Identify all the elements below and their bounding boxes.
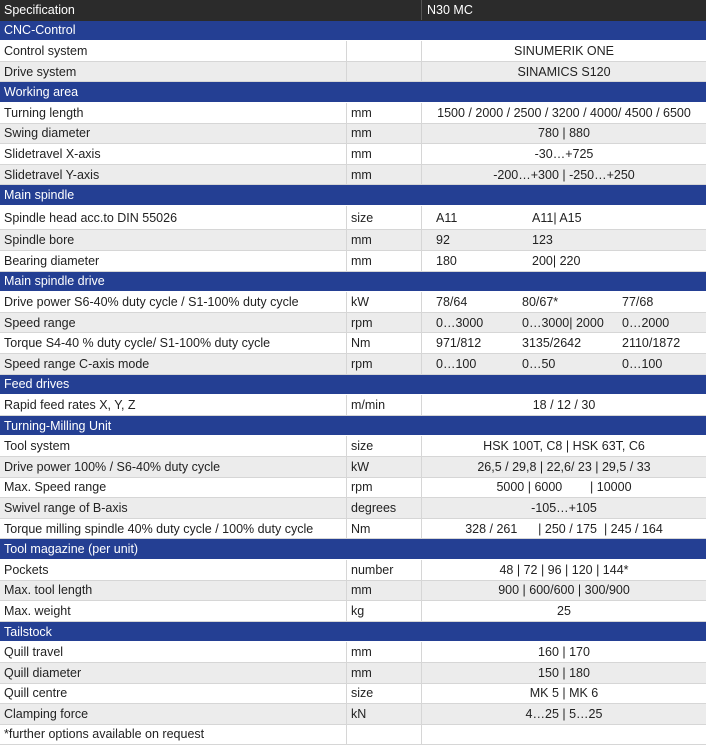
spec-label: Drive power S6-40% duty cycle / S1-100% duty cycle <box>4 295 299 310</box>
footnote: *further options available on request <box>4 727 205 742</box>
spec-unit: kW <box>346 292 421 312</box>
spec-value: 78/64 <box>436 295 468 310</box>
spec-label: Speed range <box>4 315 76 330</box>
spec-value: 48 | 72 | 96 | 120 | 144* <box>421 560 706 580</box>
section-title: Working area <box>4 85 79 100</box>
section-title: CNC-Control <box>4 23 76 38</box>
spec-label: Quill centre <box>4 686 68 701</box>
spec-label: Spindle bore <box>4 233 75 248</box>
spec-values <box>421 333 706 353</box>
spec-label: Tool system <box>4 439 70 454</box>
section-title: Tool magazine (per unit) <box>4 542 139 557</box>
spec-value: 123 <box>532 233 553 248</box>
table-row <box>0 395 706 416</box>
spec-unit <box>346 62 421 82</box>
section-header <box>0 416 706 437</box>
header-model: N30 MC <box>421 0 706 20</box>
spec-value: 80/67* <box>522 295 559 310</box>
section-title: Feed drives <box>4 377 70 392</box>
spec-value: 0…50 <box>522 356 556 371</box>
table-row <box>0 684 706 705</box>
spec-unit: kg <box>346 601 421 621</box>
table-row <box>0 165 706 186</box>
spec-value: 1500 / 2000 / 2500 / 3200 / 4000/ 4500 / 6500 <box>421 103 706 123</box>
spec-unit: Nm <box>346 333 421 353</box>
spec-value: 4…25 | 5…25 <box>421 704 706 724</box>
spec-label: Pockets <box>4 562 49 577</box>
table-row <box>0 663 706 684</box>
spec-values <box>421 251 706 271</box>
spec-label: Torque S4-40 % duty cycle/ S1-100% duty cycle <box>4 336 271 351</box>
section-title: Main spindle <box>4 188 75 203</box>
spec-label: Drive system <box>4 64 77 79</box>
spec-value: 971/812 <box>436 336 482 351</box>
spec-value: 0…2000 <box>622 315 670 330</box>
spec-label: Quill diameter <box>4 665 82 680</box>
table-row <box>0 230 706 251</box>
table-row <box>0 333 706 354</box>
table-row <box>0 704 706 725</box>
spec-value: 328 / 261 | 250 / 175 | 245 / 164 <box>421 519 706 539</box>
spec-label: Max. tool length <box>4 583 93 598</box>
spec-unit: kW <box>346 457 421 477</box>
table-row <box>0 292 706 313</box>
spec-value: 900 | 600/600 | 300/900 <box>421 581 706 601</box>
section-title: Main spindle drive <box>4 274 105 289</box>
spec-unit: rpm <box>346 354 421 374</box>
table-row <box>0 560 706 581</box>
spec-value: -30…+725 <box>421 144 706 164</box>
section-header <box>0 272 706 293</box>
spec-values <box>421 292 706 312</box>
section-header <box>0 82 706 103</box>
spec-value: 25 <box>421 601 706 621</box>
spec-label: Rapid feed rates X, Y, Z <box>4 397 136 412</box>
section-header <box>0 185 706 206</box>
spec-value: 200| 220 <box>532 253 581 268</box>
spec-label: Swing diameter <box>4 126 91 141</box>
spec-unit: mm <box>346 251 421 271</box>
spec-unit: rpm <box>346 478 421 498</box>
spec-unit: mm <box>346 663 421 683</box>
spec-value <box>421 725 706 745</box>
spec-label: Max. weight <box>4 603 71 618</box>
spec-value: MK 5 | MK 6 <box>421 684 706 704</box>
footnote-row <box>0 725 706 746</box>
spec-unit: degrees <box>346 498 421 518</box>
table-row <box>0 124 706 145</box>
spec-value: A11 <box>436 210 458 225</box>
spec-label: Turning length <box>4 105 84 120</box>
header-specification: Specification <box>4 2 75 17</box>
table-row <box>0 41 706 62</box>
table-row <box>0 498 706 519</box>
spec-value: 160 | 170 <box>421 642 706 662</box>
spec-unit: mm <box>346 165 421 185</box>
spec-label: Drive power 100% / S6-40% duty cycle <box>4 459 221 474</box>
spec-unit: size <box>346 684 421 704</box>
table-row <box>0 144 706 165</box>
spec-unit <box>346 725 421 745</box>
table-row <box>0 62 706 83</box>
table-body <box>0 21 706 746</box>
spec-label: Spindle head acc.to DIN 55026 <box>4 210 178 225</box>
table-row <box>0 251 706 272</box>
spec-values <box>421 313 706 333</box>
section-header <box>0 539 706 560</box>
spec-unit: Nm <box>346 519 421 539</box>
table-header <box>0 0 706 21</box>
spec-unit <box>346 41 421 61</box>
spec-value: 780 | 880 <box>421 124 706 144</box>
spec-value: SINAMICS S120 <box>421 62 706 82</box>
spec-unit: kN <box>346 704 421 724</box>
spec-value: 0…3000 <box>436 315 484 330</box>
spec-unit: mm <box>346 230 421 250</box>
spec-label: Swivel range of B-axis <box>4 500 128 515</box>
table-row <box>0 519 706 540</box>
section-title: Tailstock <box>4 624 52 639</box>
spec-value: 3135/2642 <box>522 336 582 351</box>
spec-value: 150 | 180 <box>421 663 706 683</box>
spec-unit: mm <box>346 103 421 123</box>
spec-label: Torque milling spindle 40% duty cycle / 100% duty cycle <box>4 521 314 536</box>
spec-value: 0…100 <box>436 356 477 371</box>
spec-label: Quill travel <box>4 645 64 660</box>
spec-values <box>421 354 706 374</box>
spec-unit: size <box>346 436 421 456</box>
spec-value: 0…3000| 2000 <box>522 315 604 330</box>
spec-label: Speed range C-axis mode <box>4 356 150 371</box>
spec-unit: mm <box>346 642 421 662</box>
table-row <box>0 642 706 663</box>
table-row <box>0 601 706 622</box>
spec-value: -105…+105 <box>421 498 706 518</box>
header-unit <box>346 0 421 20</box>
section-header <box>0 21 706 42</box>
spec-value: HSK 100T, C8 | HSK 63T, C6 <box>421 436 706 456</box>
table-row <box>0 313 706 334</box>
spec-label: Bearing diameter <box>4 253 100 268</box>
table-row <box>0 206 706 231</box>
spec-value: 2110/1872 <box>622 336 681 351</box>
spec-unit: mm <box>346 144 421 164</box>
table-row <box>0 478 706 499</box>
spec-value: SINUMERIK ONE <box>421 41 706 61</box>
table-row <box>0 436 706 457</box>
table-row <box>0 457 706 478</box>
spec-label: Control system <box>4 43 88 58</box>
table-row <box>0 354 706 375</box>
spec-value: A11| A15 <box>532 210 582 225</box>
spec-value: 0…100 <box>622 356 663 371</box>
section-header <box>0 375 706 396</box>
spec-values <box>421 206 706 230</box>
spec-value: -200…+300 | -250…+250 <box>421 165 706 185</box>
spec-unit: mm <box>346 124 421 144</box>
table-row <box>0 581 706 602</box>
spec-unit: size <box>346 206 421 230</box>
spec-values <box>421 230 706 250</box>
spec-label: Slidetravel Y-axis <box>4 167 100 182</box>
spec-unit: rpm <box>346 313 421 333</box>
spec-unit: number <box>346 560 421 580</box>
spec-label: Max. Speed range <box>4 480 107 495</box>
spec-value: 180 <box>436 253 457 268</box>
spec-label: Clamping force <box>4 706 89 721</box>
spec-value: 92 <box>436 233 450 248</box>
table-row <box>0 103 706 124</box>
spec-value: 26,5 / 29,8 | 22,6/ 23 | 29,5 / 33 <box>421 457 706 477</box>
spec-unit: mm <box>346 581 421 601</box>
spec-value: 77/68 <box>622 295 654 310</box>
spec-value: 5000 | 6000 | 10000 <box>421 478 706 498</box>
spec-label: Slidetravel X-axis <box>4 146 101 161</box>
section-header <box>0 622 706 643</box>
spec-value: 18 / 12 / 30 <box>421 395 706 415</box>
spec-unit: m/min <box>346 395 421 415</box>
section-title: Turning-Milling Unit <box>4 418 112 433</box>
